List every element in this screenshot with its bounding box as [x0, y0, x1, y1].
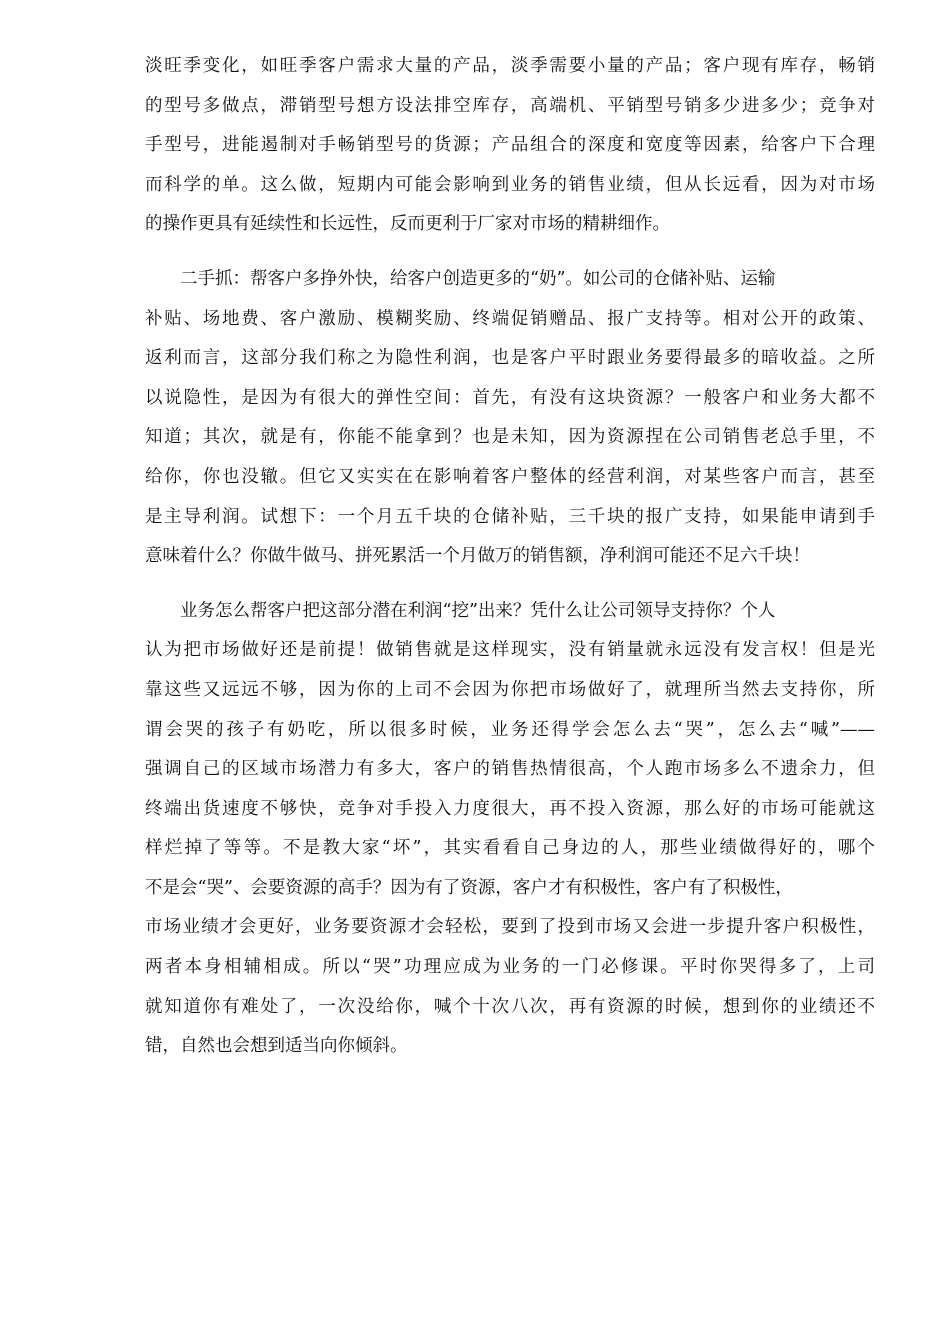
text-line: 业务怎么帮客户把这部分潜在利润“挖”出来？凭什么让公司领导支持你？个人 [145, 600, 776, 621]
text-line: 样烂掉了等等。不是教大家“坏”，其实看看自己身边的人，那些业绩做得好的，哪个 [145, 838, 875, 859]
text-line: 错，自然也会想到适当向你倾斜。 [145, 1036, 408, 1057]
document-body [145, 47, 875, 1067]
text-line: 意味着什么？你做牛做马、拼死累活一个月做万的销售额，净利润可能还不足六千块！ [145, 546, 810, 567]
text-line: 返利而言，这部分我们称之为隐性利润，也是客户平时跟业务要得最多的暗收益。之所 [145, 348, 875, 369]
text-line: 就知道你有难处了，一次没给你，喊个十次八次，再有资源的时候，想到你的业绩还不 [145, 996, 875, 1017]
text-line: 以说隐性，是因为有很大的弹性空间：首先，有没有这块资源？一般客户和业务大都不 [145, 387, 875, 408]
paragraph-2 [145, 260, 875, 577]
text-line: 认为把市场做好还是前提！做销售就是这样现实，没有销量就永远没有发言权！但是光 [145, 640, 875, 661]
paragraph-3 [145, 592, 875, 1067]
text-line: 市场业绩才会更好，业务要资源才会轻松，要到了投到市场又会进一步提升客户积极性， [145, 917, 875, 938]
text-line: 手型号，进能遏制对手畅销型号的货源；产品组合的深度和宽度等因素，给客户下合理 [145, 135, 875, 156]
paragraph-gap [145, 245, 875, 260]
text-line: 的操作更具有延续性和长远性，反而更利于厂家对市场的精耕细作。 [145, 214, 670, 235]
text-line: 给你，你也没辙。但它又实实在在影响着客户整体的经营利润，对某些客户而言，甚至 [145, 466, 875, 487]
paragraph-1 [145, 47, 875, 245]
text-line: 而科学的单。这么做，短期内可能会影响到业务的销售业绩，但从长远看，因为对市场 [145, 174, 875, 195]
text-line: 二手抓：帮客户多挣外快，给客户创造更多的“奶”。如公司的仓储补贴、运输 [145, 268, 776, 289]
text-line: 靠这些又远远不够，因为你的上司不会因为你把市场做好了，就理所当然去支持你，所 [145, 679, 875, 700]
text-line: 的型号多做点，滞销型号想方设法排空库存，高端机、平销型号销多少进多少；竞争对 [145, 95, 875, 116]
text-line: 两者本身相辅相成。所以“哭”功理应成为业务的一门必修课。平时你哭得多了，上司 [145, 957, 875, 978]
text-line: 强调自己的区域市场潜力有多大，客户的销售热情很高，个人跑市场多么不遗余力，但 [145, 759, 875, 780]
paragraph-gap [145, 577, 875, 592]
text-line: 是主导利润。试想下：一个月五千块的仓储补贴，三千块的报广支持，如果能申请到手 [145, 506, 875, 527]
text-line: 终端出货速度不够快，竞争对手投入力度很大，再不投入资源，那么好的市场可能就这 [145, 798, 875, 819]
text-line: 不是会“哭”、会要资源的高手？因为有了资源，客户才有积极性，客户有了积极性， [145, 877, 793, 898]
text-line: 补贴、场地费、客户激励、模糊奖励、终端促销赠品、报广支持等。相对公开的政策、 [145, 308, 875, 329]
text-line: 谓会哭的孩子有奶吃，所以很多时候，业务还得学会怎么去“哭”，怎么去“喊”—— [145, 719, 875, 740]
text-line: 淡旺季变化，如旺季客户需求大量的产品，淡季需要小量的产品；客户现有库存，畅销 [145, 56, 875, 76]
text-line: 知道；其次，就是有，你能不能拿到？也是未知，因为资源捏在公司销售老总手里，不 [145, 427, 875, 448]
